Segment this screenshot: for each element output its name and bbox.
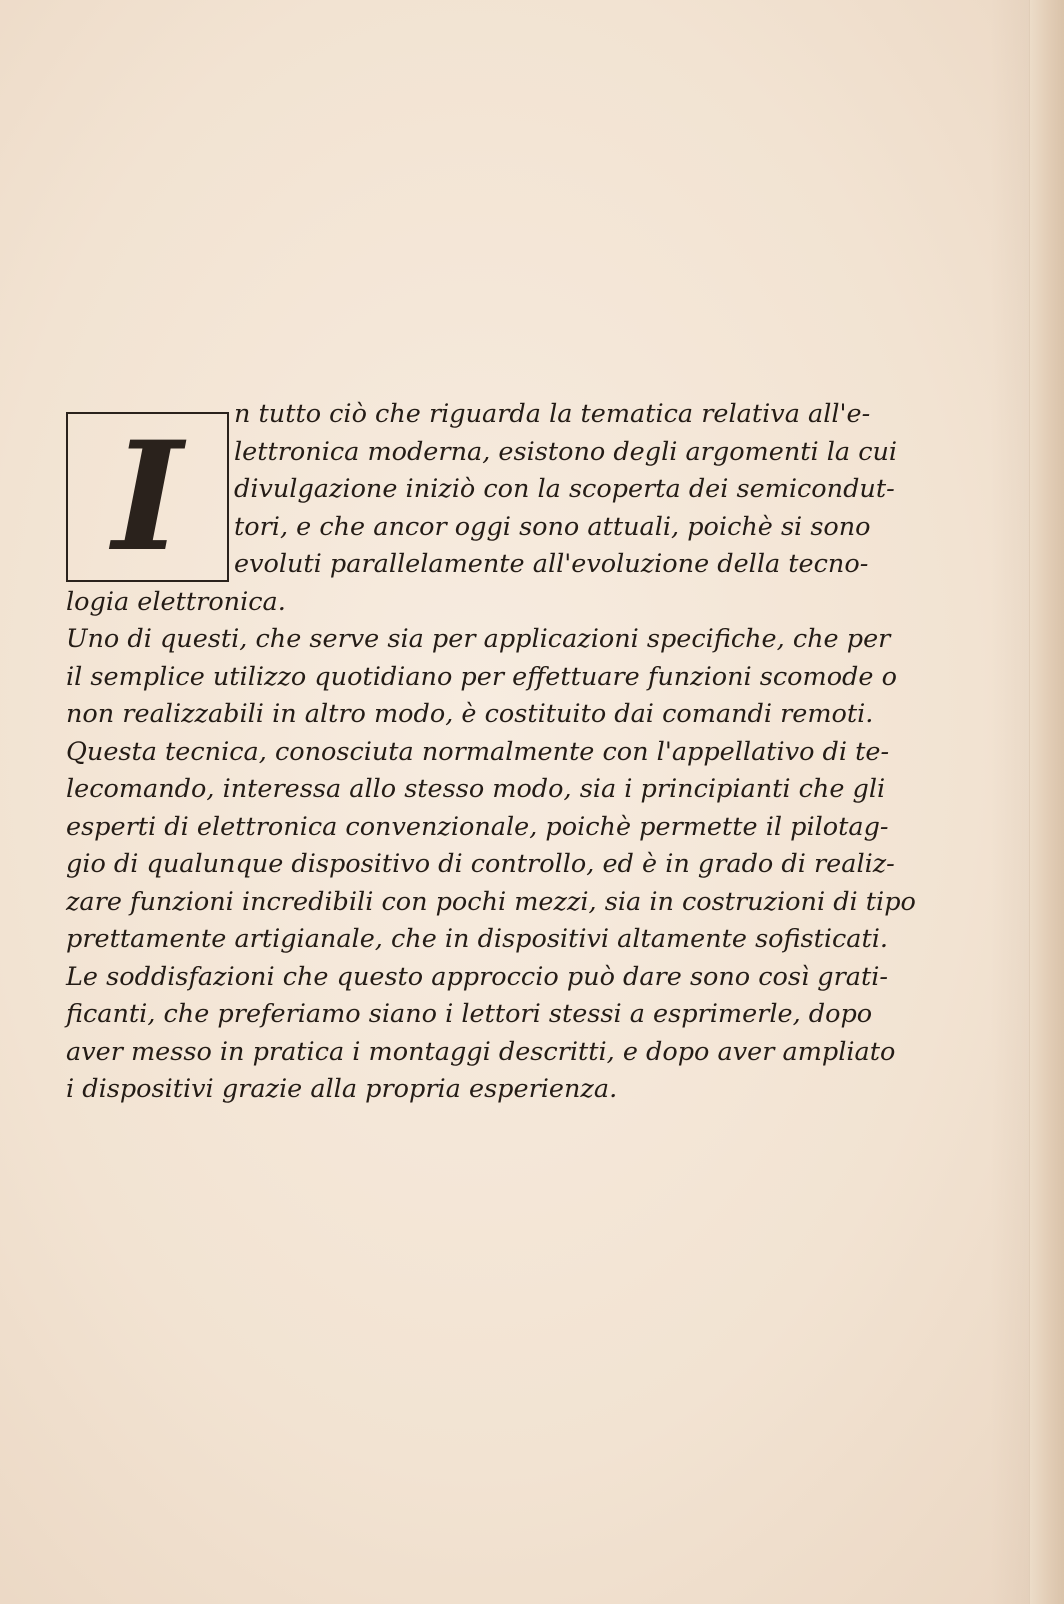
text-line: logia elettronica.	[66, 586, 286, 617]
text-line: Questa tecnica, conosciuta normalmente con l'appellativo di te-	[66, 736, 890, 767]
text-line: aver messo in pratica i montaggi descritti, e dopo aver ampliato	[66, 1036, 896, 1067]
text-line: prettamente artigianale, che in dispositivi altamente sofisticati.	[66, 924, 889, 954]
text-line: il semplice utilizzo quotidiano per effettuare funzioni scomode o	[66, 661, 897, 692]
text-line: i dispositivi grazie alla propria esperienza.	[66, 1074, 618, 1104]
page-edge	[1029, 0, 1064, 1604]
text-line: Uno di questi, che serve sia per applicazioni specifiche, che per	[66, 624, 891, 654]
text-line: zare funzioni incredibili con pochi mezzi, sia in costruzioni di tipo	[66, 886, 916, 917]
text-line: esperti di elettronica convenzionale, poichè permette il pilotag-	[66, 811, 889, 842]
text-line: Le soddisfazioni che questo approccio può dare sono così grati-	[66, 961, 888, 992]
page-gutter-shadow	[990, 0, 1030, 1604]
text-line: lettronica moderna, esistono degli argomenti la cui	[234, 436, 898, 467]
text-line: divulgazione iniziò con la scoperta dei semicondut-	[234, 474, 895, 504]
text-line: tori, e che ancor oggi sono attuali, poichè si sono	[234, 511, 871, 542]
text-line: ficanti, che preferiamo siano i lettori stessi a esprimerle, dopo	[66, 999, 873, 1029]
text-line: non realizzabili in altro modo, è costituito dai comandi remoti.	[66, 699, 874, 729]
text-line: lecomando, interessa allo stesso modo, sia i principianti che gli	[66, 774, 886, 804]
drop-cap-letter: I	[112, 409, 183, 585]
drop-cap-frame	[66, 409, 229, 585]
text-line: gio di qualunque dispositivo di controllo, ed è in grado di realiz-	[66, 849, 895, 879]
text-line: n tutto ciò che riguarda la tematica relativa all'e-	[234, 399, 871, 429]
text-line: evoluti parallelamente all'evoluzione della tecno-	[234, 549, 869, 579]
body-text	[66, 396, 936, 1109]
